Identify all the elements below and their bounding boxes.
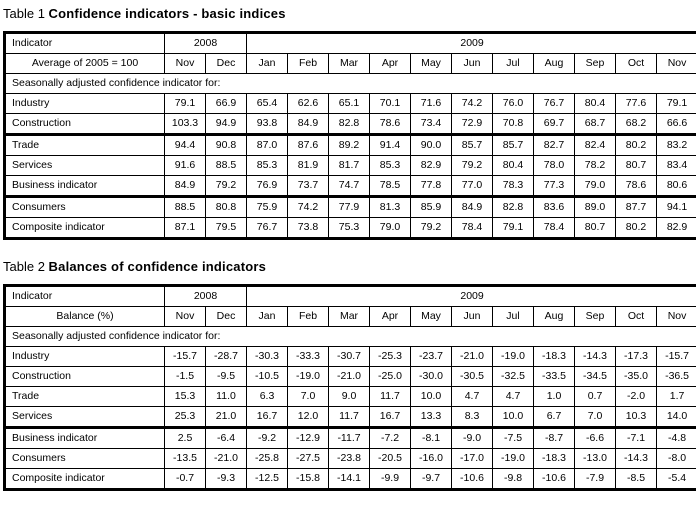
header-row-months bbox=[5, 54, 696, 74]
table-cell: -10.6 bbox=[452, 469, 493, 490]
table-cell: 66.6 bbox=[657, 114, 696, 135]
table-cell: -9.9 bbox=[370, 469, 411, 490]
table-cell: 79.1 bbox=[165, 94, 206, 114]
table-cell: 87.0 bbox=[247, 135, 288, 156]
table-cell: -13.0 bbox=[575, 449, 616, 469]
table-cell: 94.4 bbox=[165, 135, 206, 156]
table-1-caption bbox=[3, 6, 286, 21]
table-cell: 9.0 bbox=[329, 387, 370, 407]
table-row bbox=[5, 407, 696, 428]
table-cell: -9.8 bbox=[493, 469, 534, 490]
indicator-header: Indicator bbox=[5, 33, 165, 54]
table-cell: -23.8 bbox=[329, 449, 370, 469]
table-cell: 84.9 bbox=[452, 197, 493, 218]
table-cell: 16.7 bbox=[247, 407, 288, 428]
table-cell: -18.3 bbox=[534, 449, 575, 469]
table-row bbox=[5, 197, 696, 218]
month-header-2009: Feb bbox=[288, 307, 329, 327]
table-cell: 7.0 bbox=[575, 407, 616, 428]
table-cell: 85.7 bbox=[493, 135, 534, 156]
table-cell: -25.8 bbox=[247, 449, 288, 469]
table-cell: -12.9 bbox=[288, 428, 329, 449]
table-cell: 14.0 bbox=[657, 407, 696, 428]
month-header-2009: Nov bbox=[657, 307, 696, 327]
table-cell: -30.0 bbox=[411, 367, 452, 387]
table-cell: -18.3 bbox=[534, 347, 575, 367]
table-row bbox=[5, 176, 696, 197]
section-note-row bbox=[5, 74, 696, 94]
table-cell: 94.1 bbox=[657, 197, 696, 218]
table-cell: 78.6 bbox=[616, 176, 657, 197]
table-cell: 80.2 bbox=[616, 218, 657, 239]
table-2-title: Balances of confidence indicators bbox=[48, 259, 267, 274]
table-cell: -30.3 bbox=[247, 347, 288, 367]
row-label: Industry bbox=[5, 347, 165, 367]
row-label: Construction bbox=[5, 367, 165, 387]
month-header-2009: May bbox=[411, 54, 452, 74]
table-cell: -21.0 bbox=[452, 347, 493, 367]
month-header-2009: Jun bbox=[452, 307, 493, 327]
table-cell: 6.3 bbox=[247, 387, 288, 407]
table-cell: 15.3 bbox=[165, 387, 206, 407]
row-label: Industry bbox=[5, 94, 165, 114]
table-cell: 91.4 bbox=[370, 135, 411, 156]
table-cell: 1.0 bbox=[534, 387, 575, 407]
table-cell: -34.5 bbox=[575, 367, 616, 387]
row-label: Trade bbox=[5, 387, 165, 407]
year-2009-header: 2009 bbox=[247, 286, 696, 307]
table-cell: 62.6 bbox=[288, 94, 329, 114]
table-cell: -19.0 bbox=[493, 347, 534, 367]
table-cell: -9.3 bbox=[206, 469, 247, 490]
table-cell: 79.2 bbox=[206, 176, 247, 197]
table-cell: 78.0 bbox=[534, 156, 575, 176]
table-cell: 78.4 bbox=[452, 218, 493, 239]
table-2-caption bbox=[3, 259, 266, 274]
row-label: Composite indicator bbox=[5, 218, 165, 239]
table-cell: 84.9 bbox=[165, 176, 206, 197]
table-cell: -7.1 bbox=[616, 428, 657, 449]
table-cell: 94.9 bbox=[206, 114, 247, 135]
table-cell: 84.9 bbox=[288, 114, 329, 135]
table-cell: 85.3 bbox=[247, 156, 288, 176]
table-row bbox=[5, 218, 696, 239]
table-cell: -17.3 bbox=[616, 347, 657, 367]
table-cell: 80.8 bbox=[206, 197, 247, 218]
row-label: Business indicator bbox=[5, 176, 165, 197]
table-cell: 74.2 bbox=[452, 94, 493, 114]
table-cell: 82.8 bbox=[493, 197, 534, 218]
table-cell: 79.1 bbox=[657, 94, 696, 114]
table-row bbox=[5, 428, 696, 449]
table-cell: 78.6 bbox=[370, 114, 411, 135]
month-header-2009: Jul bbox=[493, 307, 534, 327]
table-2-number: Table 2 bbox=[3, 259, 45, 274]
table-cell: 65.1 bbox=[329, 94, 370, 114]
table-cell: -7.5 bbox=[493, 428, 534, 449]
month-header-2009: Jan bbox=[247, 54, 288, 74]
table-cell: 76.7 bbox=[534, 94, 575, 114]
table-cell: -14.3 bbox=[616, 449, 657, 469]
table-cell: 79.2 bbox=[411, 218, 452, 239]
header-row-years bbox=[5, 33, 696, 54]
month-header-2009: Mar bbox=[329, 54, 370, 74]
table-cell: -28.7 bbox=[206, 347, 247, 367]
table-balances-confidence bbox=[3, 284, 696, 491]
table-cell: 73.7 bbox=[288, 176, 329, 197]
table-cell: 80.7 bbox=[616, 156, 657, 176]
table-cell: 93.8 bbox=[247, 114, 288, 135]
table-cell: -5.4 bbox=[657, 469, 696, 490]
table-cell: -35.0 bbox=[616, 367, 657, 387]
month-header-2008: Nov bbox=[165, 54, 206, 74]
table-cell: -25.0 bbox=[370, 367, 411, 387]
table-cell: 68.2 bbox=[616, 114, 657, 135]
table-cell: -21.0 bbox=[329, 367, 370, 387]
row-label: Services bbox=[5, 156, 165, 176]
table-cell: 80.4 bbox=[493, 156, 534, 176]
table-cell: -32.5 bbox=[493, 367, 534, 387]
table-cell: 85.3 bbox=[370, 156, 411, 176]
year-2008-header: 2008 bbox=[165, 33, 247, 54]
table-cell: -14.1 bbox=[329, 469, 370, 490]
table-cell: 80.6 bbox=[657, 176, 696, 197]
table-cell: -9.2 bbox=[247, 428, 288, 449]
table-cell: 78.3 bbox=[493, 176, 534, 197]
section-note-row bbox=[5, 327, 696, 347]
table-cell: 87.7 bbox=[616, 197, 657, 218]
table-row bbox=[5, 367, 696, 387]
table-cell: 76.9 bbox=[247, 176, 288, 197]
table-cell: -8.0 bbox=[657, 449, 696, 469]
table-cell: 77.6 bbox=[616, 94, 657, 114]
row-label: Construction bbox=[5, 114, 165, 135]
month-header-2009: Mar bbox=[329, 307, 370, 327]
month-header-2009: Jan bbox=[247, 307, 288, 327]
table-cell: -7.2 bbox=[370, 428, 411, 449]
table-cell: 65.4 bbox=[247, 94, 288, 114]
section-note: Seasonally adjusted confidence indicator for: bbox=[5, 327, 696, 347]
table-cell: -15.7 bbox=[657, 347, 696, 367]
indicator-header: Indicator bbox=[5, 286, 165, 307]
table-cell: -4.8 bbox=[657, 428, 696, 449]
table-cell: 69.7 bbox=[534, 114, 575, 135]
table-cell: -17.0 bbox=[452, 449, 493, 469]
table-row bbox=[5, 469, 696, 490]
table-cell: 83.2 bbox=[657, 135, 696, 156]
table-cell: 76.0 bbox=[493, 94, 534, 114]
table-cell: 85.9 bbox=[411, 197, 452, 218]
table-cell: 73.8 bbox=[288, 218, 329, 239]
table-cell: 82.9 bbox=[657, 218, 696, 239]
table-cell: -9.7 bbox=[411, 469, 452, 490]
table-cell: 11.7 bbox=[370, 387, 411, 407]
month-header-2009: May bbox=[411, 307, 452, 327]
table-cell: 87.1 bbox=[165, 218, 206, 239]
table-cell: 10.0 bbox=[411, 387, 452, 407]
table-cell: 78.5 bbox=[370, 176, 411, 197]
table-cell: 68.7 bbox=[575, 114, 616, 135]
table-cell: 79.0 bbox=[575, 176, 616, 197]
table-confidence-basic-indices bbox=[3, 31, 696, 240]
table-1-title: Confidence indicators - basic indices bbox=[48, 6, 286, 21]
table-cell: 80.2 bbox=[616, 135, 657, 156]
table-cell: 90.0 bbox=[411, 135, 452, 156]
month-header-2009: Feb bbox=[288, 54, 329, 74]
table-cell: 72.9 bbox=[452, 114, 493, 135]
table-cell: -27.5 bbox=[288, 449, 329, 469]
table-row bbox=[5, 387, 696, 407]
table-row bbox=[5, 135, 696, 156]
table-cell: 66.9 bbox=[206, 94, 247, 114]
table-cell: 1.7 bbox=[657, 387, 696, 407]
year-2008-header: 2008 bbox=[165, 286, 247, 307]
table-cell: 74.7 bbox=[329, 176, 370, 197]
table-cell: 79.2 bbox=[452, 156, 493, 176]
table-cell: -33.5 bbox=[534, 367, 575, 387]
table-cell: 79.1 bbox=[493, 218, 534, 239]
row-label: Consumers bbox=[5, 449, 165, 469]
unit-label: Balance (%) bbox=[5, 307, 165, 327]
table-cell: 8.3 bbox=[452, 407, 493, 428]
table-cell: -19.0 bbox=[288, 367, 329, 387]
table-cell: -30.5 bbox=[452, 367, 493, 387]
month-header-2009: Apr bbox=[370, 54, 411, 74]
month-header-2009: Oct bbox=[616, 307, 657, 327]
table-cell: -20.5 bbox=[370, 449, 411, 469]
table-cell: 79.0 bbox=[370, 218, 411, 239]
table-cell: 90.8 bbox=[206, 135, 247, 156]
table-cell: -0.7 bbox=[165, 469, 206, 490]
table-cell: 71.6 bbox=[411, 94, 452, 114]
table-cell: 77.0 bbox=[452, 176, 493, 197]
table-cell: 7.0 bbox=[288, 387, 329, 407]
table-cell: 83.6 bbox=[534, 197, 575, 218]
table-cell: 80.7 bbox=[575, 218, 616, 239]
header-row-months bbox=[5, 307, 696, 327]
table-cell: 77.8 bbox=[411, 176, 452, 197]
table-cell: -30.7 bbox=[329, 347, 370, 367]
table-cell: 87.6 bbox=[288, 135, 329, 156]
table-cell: 12.0 bbox=[288, 407, 329, 428]
table-cell: -19.0 bbox=[493, 449, 534, 469]
table-cell: -14.3 bbox=[575, 347, 616, 367]
month-header-2009: Sep bbox=[575, 307, 616, 327]
table-cell: 89.2 bbox=[329, 135, 370, 156]
table-cell: 74.2 bbox=[288, 197, 329, 218]
table-cell: 21.0 bbox=[206, 407, 247, 428]
table-row bbox=[5, 94, 696, 114]
table-cell: 4.7 bbox=[493, 387, 534, 407]
table-row bbox=[5, 449, 696, 469]
table-cell: 77.3 bbox=[534, 176, 575, 197]
table-cell: -23.7 bbox=[411, 347, 452, 367]
month-header-2009: Jun bbox=[452, 54, 493, 74]
table-cell: 89.0 bbox=[575, 197, 616, 218]
table-cell: 88.5 bbox=[206, 156, 247, 176]
table-cell: 0.7 bbox=[575, 387, 616, 407]
table-cell: 82.9 bbox=[411, 156, 452, 176]
table-cell: 81.3 bbox=[370, 197, 411, 218]
table-cell: 2.5 bbox=[165, 428, 206, 449]
table-cell: 82.4 bbox=[575, 135, 616, 156]
table-cell: 6.7 bbox=[534, 407, 575, 428]
table-row bbox=[5, 156, 696, 176]
month-header-2009: Nov bbox=[657, 54, 696, 74]
month-header-2009: Aug bbox=[534, 54, 575, 74]
table-cell: 11.0 bbox=[206, 387, 247, 407]
table-cell: -21.0 bbox=[206, 449, 247, 469]
table-cell: 80.4 bbox=[575, 94, 616, 114]
table-cell: 83.4 bbox=[657, 156, 696, 176]
table-cell: -1.5 bbox=[165, 367, 206, 387]
table-cell: 103.3 bbox=[165, 114, 206, 135]
table-cell: 4.7 bbox=[452, 387, 493, 407]
month-header-2008: Nov bbox=[165, 307, 206, 327]
year-2009-header: 2009 bbox=[247, 33, 696, 54]
row-label: Trade bbox=[5, 135, 165, 156]
table-cell: 25.3 bbox=[165, 407, 206, 428]
row-label: Services bbox=[5, 407, 165, 428]
table-cell: 79.5 bbox=[206, 218, 247, 239]
table-cell: -16.0 bbox=[411, 449, 452, 469]
table-cell: -8.5 bbox=[616, 469, 657, 490]
table-cell: -10.6 bbox=[534, 469, 575, 490]
table-cell: 75.9 bbox=[247, 197, 288, 218]
table-cell: 10.3 bbox=[616, 407, 657, 428]
table-cell: -11.7 bbox=[329, 428, 370, 449]
table-cell: 78.4 bbox=[534, 218, 575, 239]
table-cell: 13.3 bbox=[411, 407, 452, 428]
month-header-2009: Apr bbox=[370, 307, 411, 327]
table-cell: 78.2 bbox=[575, 156, 616, 176]
table-cell: 85.7 bbox=[452, 135, 493, 156]
table-cell: -33.3 bbox=[288, 347, 329, 367]
table-cell: -6.6 bbox=[575, 428, 616, 449]
table-cell: -9.5 bbox=[206, 367, 247, 387]
table-cell: -2.0 bbox=[616, 387, 657, 407]
month-header-2008: Dec bbox=[206, 54, 247, 74]
table-row bbox=[5, 347, 696, 367]
table-cell: -15.8 bbox=[288, 469, 329, 490]
table-cell: 73.4 bbox=[411, 114, 452, 135]
month-header-2009: Jul bbox=[493, 54, 534, 74]
table-row bbox=[5, 114, 696, 135]
table-cell: 77.9 bbox=[329, 197, 370, 218]
table-cell: 91.6 bbox=[165, 156, 206, 176]
row-label: Composite indicator bbox=[5, 469, 165, 490]
unit-label: Average of 2005 = 100 bbox=[5, 54, 165, 74]
month-header-2008: Dec bbox=[206, 307, 247, 327]
row-label: Consumers bbox=[5, 197, 165, 218]
table-1-number: Table 1 bbox=[3, 6, 45, 21]
table-cell: -7.9 bbox=[575, 469, 616, 490]
table-cell: 16.7 bbox=[370, 407, 411, 428]
table-cell: -13.5 bbox=[165, 449, 206, 469]
table-cell: -6.4 bbox=[206, 428, 247, 449]
table-cell: 81.9 bbox=[288, 156, 329, 176]
table-cell: -9.0 bbox=[452, 428, 493, 449]
month-header-2009: Sep bbox=[575, 54, 616, 74]
row-label: Business indicator bbox=[5, 428, 165, 449]
month-header-2009: Oct bbox=[616, 54, 657, 74]
table-cell: 82.7 bbox=[534, 135, 575, 156]
table-cell: -8.7 bbox=[534, 428, 575, 449]
table-cell: -10.5 bbox=[247, 367, 288, 387]
table-cell: 70.1 bbox=[370, 94, 411, 114]
section-note: Seasonally adjusted confidence indicator for: bbox=[5, 74, 696, 94]
header-row-years bbox=[5, 286, 696, 307]
table-cell: 11.7 bbox=[329, 407, 370, 428]
table-cell: 10.0 bbox=[493, 407, 534, 428]
table-cell: 70.8 bbox=[493, 114, 534, 135]
table-cell: 82.8 bbox=[329, 114, 370, 135]
table-cell: -15.7 bbox=[165, 347, 206, 367]
table-cell: 81.7 bbox=[329, 156, 370, 176]
table-cell: -12.5 bbox=[247, 469, 288, 490]
table-cell: 76.7 bbox=[247, 218, 288, 239]
month-header-2009: Aug bbox=[534, 307, 575, 327]
table-cell: -8.1 bbox=[411, 428, 452, 449]
table-cell: -25.3 bbox=[370, 347, 411, 367]
table-cell: 88.5 bbox=[165, 197, 206, 218]
table-cell: 75.3 bbox=[329, 218, 370, 239]
table-cell: -36.5 bbox=[657, 367, 696, 387]
